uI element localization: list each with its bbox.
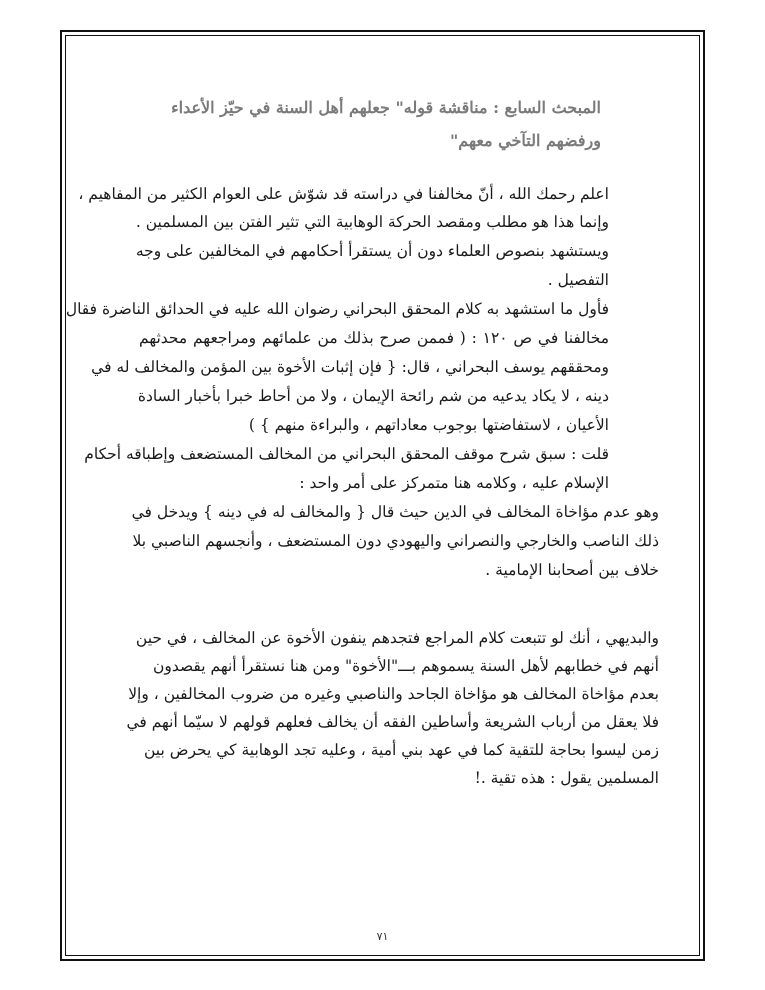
body-line: مخالفنا في ص ١٢٠ : ( فممن صرح بذلك من علمائهم ومراجعهم محدثهم bbox=[139, 329, 610, 347]
body-line: بعدم مؤاخاة المخالف هو مؤاخاة الجاحد والناصبي وغيره من ضروب المخالفين ، وإلا bbox=[128, 685, 659, 703]
body-line: قلت : سبق شرح موقف المحقق البحراني من المخالف المستضعف وإطباقه أحكام bbox=[84, 445, 609, 463]
body-line: والبديهي ، أنك لو تتبعت كلام المراجع فتجدهم ينفون الأخوة عن المخالف ، في حين bbox=[135, 629, 659, 647]
document-page bbox=[66, 36, 699, 955]
body-line: ذلك الناصب والخارجي والنصراني واليهودي دون المستضعف ، وأنجسهم الناصبي بلا bbox=[132, 532, 659, 550]
page-number: ٧١ bbox=[376, 930, 389, 943]
body-line: أنهم في خطابهم لأهل السنة يسموهم بـــ"الأخوة" ومن هنا نستقرأ أنهم يقصدون bbox=[152, 657, 659, 675]
section-title-line-1: المبحث السابع : مناقشة قوله" جعلهم أهل السنة في حيّز الأعداء bbox=[171, 98, 601, 117]
body-line: ومحققهم يوسف البحراني ، قال: { فإن إثبات الأخوة بين المؤمن والمخالف له في bbox=[91, 358, 609, 376]
body-line: فأول ما استشهد به كلام المحقق البحراني رضوان الله عليه في الحدائق الناضرة فقال bbox=[65, 300, 609, 318]
body-line: خلاف بين أصحابنا الإمامية . bbox=[485, 561, 659, 579]
body-line: اعلم رحمك الله ، أنّ مخالفنا في دراسته قد شوّش على العوام الكثير من المفاهيم ، bbox=[78, 185, 609, 203]
body-line: التفصيل . bbox=[547, 271, 609, 289]
body-line: المسلمين يقول : هذه تقية .! bbox=[474, 769, 659, 787]
section-title-line-2: ورفضهم التآخي معهم" bbox=[449, 131, 601, 150]
body-line: وإنما هذا هو مطلب ومقصد الحركة الوهابية التي تثير الفتن بين المسلمين . bbox=[135, 213, 609, 231]
body-line: دينه ، لا يكاد يدعيه من شم رائحة الإيمان ، ولا من أحاط خبرا بأخبار السادة bbox=[137, 387, 609, 405]
body-line: الأعيان ، لاستفاضتها بوجوب معاداتهم ، والبراءة منهم } ) bbox=[248, 416, 609, 434]
body-line: فلا يعقل من أرباب الشريعة وأساطين الفقه أن يخالف فعلهم قولهم لا سيّما أنهم في bbox=[126, 713, 659, 731]
body-line: زمن ليسوا بحاجة للتقية كما في عهد بني أمية ، وعليه تجد الوهابية كي يحرض بين bbox=[144, 741, 659, 759]
body-line: ويستشهد بنصوص العلماء دون أن يستقرأ أحكامهم في المخالفين على وجه bbox=[135, 242, 609, 260]
body-line: الإسلام عليه ، وكلامه هنا متمركز على أمر واحد : bbox=[299, 474, 609, 492]
body-line: وهو عدم مؤاخاة المخالف في الدين حيث قال { والمخالف له في دينه } ويدخل في bbox=[131, 503, 659, 521]
